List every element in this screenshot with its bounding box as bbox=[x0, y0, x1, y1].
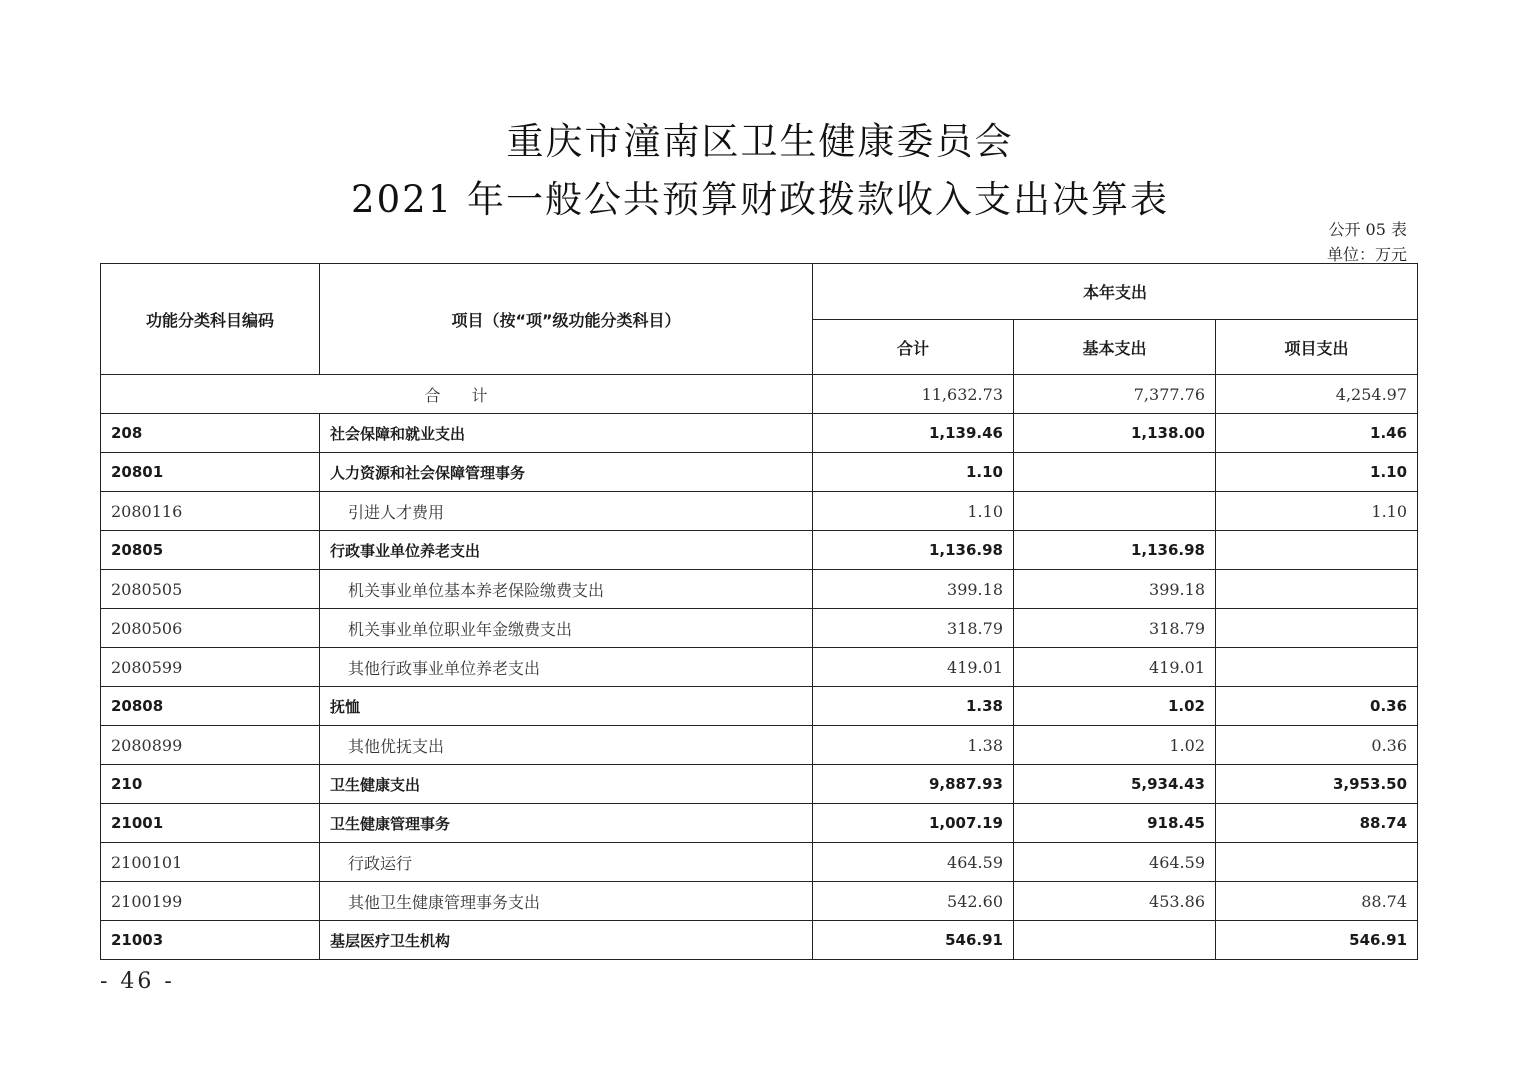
table-row bbox=[101, 609, 1418, 648]
table-row bbox=[101, 648, 1418, 687]
table-row bbox=[101, 687, 1418, 726]
row-item-name: 其他卫生健康管理事务支出 bbox=[320, 882, 813, 921]
total-row-project: 4,254.97 bbox=[1216, 375, 1418, 414]
table-row bbox=[101, 492, 1418, 531]
row-item-name: 行政运行 bbox=[320, 843, 813, 882]
table-row bbox=[101, 570, 1418, 609]
row-total: 399.18 bbox=[813, 570, 1014, 609]
row-basic: 1,138.00 bbox=[1014, 414, 1216, 453]
table-row bbox=[101, 843, 1418, 882]
row-item-name: 基层医疗卫生机构 bbox=[320, 921, 813, 960]
table-row bbox=[101, 882, 1418, 921]
row-total: 419.01 bbox=[813, 648, 1014, 687]
row-project: 3,953.50 bbox=[1216, 765, 1418, 804]
row-item-name: 卫生健康管理事务 bbox=[320, 804, 813, 843]
row-total: 1.38 bbox=[813, 687, 1014, 726]
row-basic: 419.01 bbox=[1014, 648, 1216, 687]
row-project: 0.36 bbox=[1216, 687, 1418, 726]
row-total: 546.91 bbox=[813, 921, 1014, 960]
row-item-name: 机关事业单位职业年金缴费支出 bbox=[320, 609, 813, 648]
total-row-total: 11,632.73 bbox=[813, 375, 1014, 414]
row-item-name: 人力资源和社会保障管理事务 bbox=[320, 453, 813, 492]
row-item-name: 抚恤 bbox=[320, 687, 813, 726]
header-item: 项目（按“项”级功能分类科目） bbox=[320, 264, 813, 375]
row-basic: 1.02 bbox=[1014, 726, 1216, 765]
row-basic: 918.45 bbox=[1014, 804, 1216, 843]
row-code: 210 bbox=[101, 765, 320, 804]
row-item-name: 卫生健康支出 bbox=[320, 765, 813, 804]
total-row-label: 合 计 bbox=[101, 375, 813, 414]
row-total: 1,007.19 bbox=[813, 804, 1014, 843]
form-number: 公开 05 表 bbox=[1328, 220, 1407, 239]
row-project bbox=[1216, 531, 1418, 570]
row-code: 20805 bbox=[101, 531, 320, 570]
row-total: 1.10 bbox=[813, 492, 1014, 531]
table-row bbox=[101, 531, 1418, 570]
page-number: - 46 - bbox=[100, 969, 175, 994]
row-total: 318.79 bbox=[813, 609, 1014, 648]
row-project bbox=[1216, 648, 1418, 687]
row-code: 21003 bbox=[101, 921, 320, 960]
header-basic: 基本支出 bbox=[1014, 320, 1216, 375]
row-code: 2080599 bbox=[101, 648, 320, 687]
row-total: 1.38 bbox=[813, 726, 1014, 765]
row-total: 464.59 bbox=[813, 843, 1014, 882]
row-basic: 318.79 bbox=[1014, 609, 1216, 648]
table-row bbox=[101, 726, 1418, 765]
row-total: 9,887.93 bbox=[813, 765, 1014, 804]
row-code: 2080899 bbox=[101, 726, 320, 765]
row-code: 2100199 bbox=[101, 882, 320, 921]
row-total: 1,136.98 bbox=[813, 531, 1014, 570]
row-code: 2080116 bbox=[101, 492, 320, 531]
row-item-name: 其他优抚支出 bbox=[320, 726, 813, 765]
table-row bbox=[101, 414, 1418, 453]
row-total: 1.10 bbox=[813, 453, 1014, 492]
report-title-line1: 重庆市潼南区卫生健康委员会 bbox=[506, 120, 1014, 163]
table-body bbox=[101, 375, 1418, 960]
row-basic: 1.02 bbox=[1014, 687, 1216, 726]
table-row bbox=[101, 453, 1418, 492]
row-code: 2080506 bbox=[101, 609, 320, 648]
total-row-basic: 7,377.76 bbox=[1014, 375, 1216, 414]
header-code: 功能分类科目编码 bbox=[101, 264, 320, 375]
row-code: 21001 bbox=[101, 804, 320, 843]
row-project: 546.91 bbox=[1216, 921, 1418, 960]
header-total: 合计 bbox=[813, 320, 1014, 375]
row-project: 1.46 bbox=[1216, 414, 1418, 453]
row-item-name: 行政事业单位养老支出 bbox=[320, 531, 813, 570]
table-row bbox=[101, 765, 1418, 804]
row-project: 1.10 bbox=[1216, 492, 1418, 531]
row-code: 2080505 bbox=[101, 570, 320, 609]
row-item-name: 引进人才费用 bbox=[320, 492, 813, 531]
row-code: 20808 bbox=[101, 687, 320, 726]
row-project: 1.10 bbox=[1216, 453, 1418, 492]
report-title-line2: 2021 年一般公共预算财政拨款收入支出决算表 bbox=[351, 178, 1169, 221]
budget-table bbox=[100, 263, 1418, 960]
row-item-name: 机关事业单位基本养老保险缴费支出 bbox=[320, 570, 813, 609]
row-project bbox=[1216, 843, 1418, 882]
header-project: 项目支出 bbox=[1216, 320, 1418, 375]
row-code: 2100101 bbox=[101, 843, 320, 882]
row-basic: 453.86 bbox=[1014, 882, 1216, 921]
row-basic bbox=[1014, 453, 1216, 492]
row-basic: 464.59 bbox=[1014, 843, 1216, 882]
row-total: 542.60 bbox=[813, 882, 1014, 921]
row-total: 1,139.46 bbox=[813, 414, 1014, 453]
row-project: 88.74 bbox=[1216, 804, 1418, 843]
row-basic: 5,934.43 bbox=[1014, 765, 1216, 804]
row-code: 20801 bbox=[101, 453, 320, 492]
row-basic: 1,136.98 bbox=[1014, 531, 1216, 570]
row-basic: 399.18 bbox=[1014, 570, 1216, 609]
row-project: 88.74 bbox=[1216, 882, 1418, 921]
row-project bbox=[1216, 570, 1418, 609]
unit-label: 单位：万元 bbox=[1326, 245, 1407, 264]
row-basic bbox=[1014, 921, 1216, 960]
row-project bbox=[1216, 609, 1418, 648]
row-project: 0.36 bbox=[1216, 726, 1418, 765]
header-current-year: 本年支出 bbox=[813, 264, 1418, 320]
row-item-name: 其他行政事业单位养老支出 bbox=[320, 648, 813, 687]
total-row bbox=[101, 375, 1418, 414]
row-basic bbox=[1014, 492, 1216, 531]
table-row bbox=[101, 921, 1418, 960]
row-code: 208 bbox=[101, 414, 320, 453]
table-row bbox=[101, 804, 1418, 843]
row-item-name: 社会保障和就业支出 bbox=[320, 414, 813, 453]
